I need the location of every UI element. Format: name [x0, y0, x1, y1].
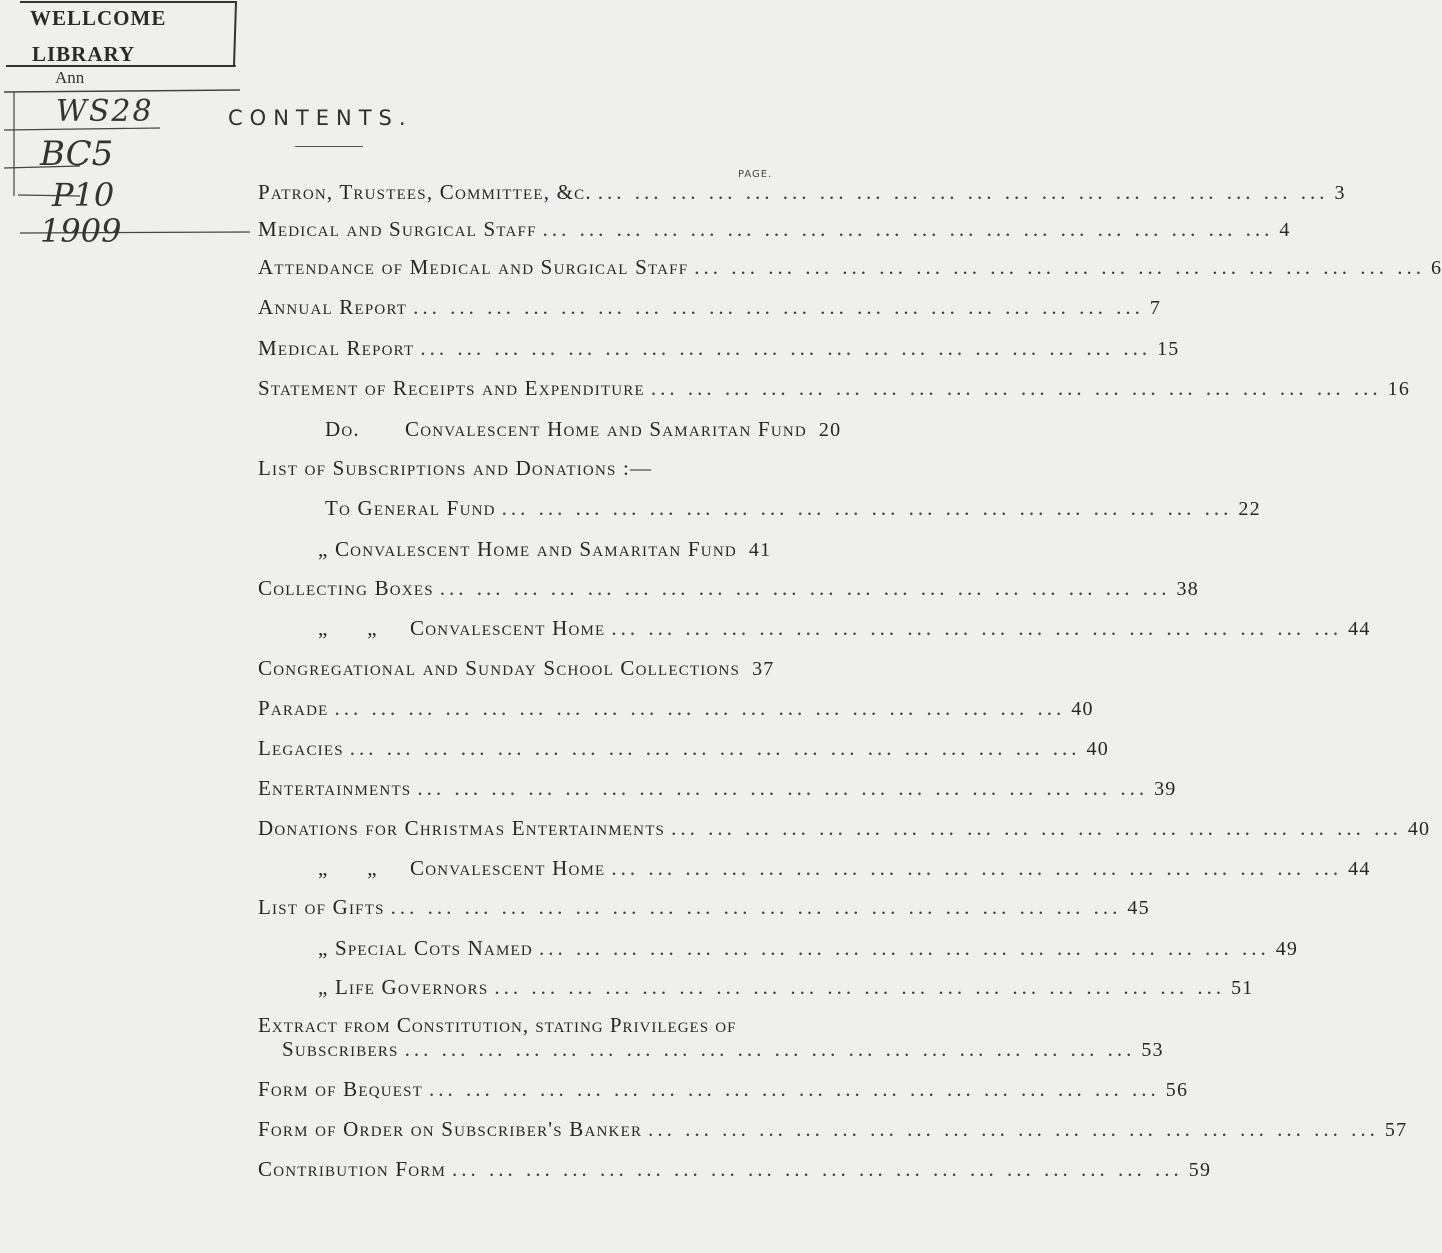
leader-dots [611, 856, 1342, 881]
toc-entry [318, 936, 1299, 961]
toc-entry-label: Do. Convalescent Home and Samaritan Fund [325, 417, 807, 441]
toc-entry-page: 40 [1086, 738, 1109, 760]
toc-entry [258, 776, 1177, 801]
toc-entry-page: 51 [1231, 977, 1254, 999]
toc-entry-page: 16 [1387, 378, 1411, 400]
toc-entry-label: Congregational and Sunday School Collections [258, 656, 741, 680]
toc-entry-page: 37 [752, 658, 775, 680]
leader-dots [417, 776, 1148, 801]
toc-entry-label: List of Subscriptions and Donations :— [258, 456, 653, 480]
toc-entry [258, 656, 775, 681]
toc-entry-page: 6 [1431, 257, 1442, 279]
toc-entry [318, 975, 1254, 1000]
handwritten-classmark-2: BC5 [40, 134, 114, 174]
title-underline [295, 146, 363, 147]
toc-entry-page: 59 [1188, 1159, 1212, 1181]
toc-entry-label: Medical and Surgical Staff [258, 217, 537, 241]
toc-entry [258, 895, 1150, 920]
leader-dots [391, 895, 1122, 920]
toc-entry [318, 616, 1371, 641]
toc-entry-label: Statement of Receipts and Expenditure [258, 376, 645, 400]
toc-entry-page: 44 [1348, 858, 1371, 880]
toc-entry-page: 40 [1407, 818, 1431, 840]
leader-dots [350, 736, 1081, 761]
toc-entry-page: 53 [1141, 1039, 1164, 1061]
leader-dots [671, 816, 1402, 841]
handwritten-classmark-3: P10 [52, 176, 115, 214]
leader-dots [502, 496, 1233, 521]
toc-entry-page: 39 [1154, 778, 1177, 800]
toc-entry-label: Annual Report [258, 295, 408, 319]
toc-entry [258, 217, 1291, 242]
toc-entry-label: List of Gifts [258, 895, 385, 919]
toc-entry-multiline [258, 1013, 738, 1038]
toc-entry [318, 537, 772, 562]
toc-entry-label: „ Special Cots Named [318, 936, 533, 960]
toc-entry [258, 576, 1199, 601]
toc-section-heading [258, 456, 738, 481]
toc-entry-label: „ „ Convalescent Home [318, 616, 606, 640]
toc-entry-label: Medical Report [258, 336, 415, 360]
leader-dots [543, 217, 1274, 242]
toc-entry-label: Collecting Boxes [258, 576, 434, 600]
toc-entry [258, 255, 1442, 280]
toc-entry-label: „ Convalescent Home and Samaritan Fund [318, 537, 737, 561]
toc-entry [258, 376, 1411, 401]
toc-entry [258, 816, 1431, 841]
leader-dots [651, 376, 1382, 401]
toc-entry-page: 38 [1176, 578, 1199, 600]
toc-entry [258, 736, 1109, 761]
toc-entry [258, 1077, 1189, 1102]
toc-entry-page: 44 [1348, 618, 1371, 640]
toc-entry [318, 856, 1371, 881]
page-title: CONTENTS. [228, 106, 413, 130]
toc-entry-label-continued: Subscribers [282, 1037, 399, 1061]
toc-entry-label: Donations for Christmas Entertainments [258, 816, 666, 840]
toc-entry [258, 1117, 1408, 1142]
stamp-subtitle: LIBRARY [32, 42, 136, 66]
toc-entry [325, 496, 1261, 521]
toc-entry-label: Attendance of Medical and Surgical Staff [258, 255, 689, 279]
toc-entry [258, 696, 1094, 721]
toc-entry-label: Extract from Constitution, stating Privileges of [258, 1013, 737, 1037]
leader-dots [539, 936, 1270, 961]
toc-entry-page: 7 [1149, 297, 1162, 319]
leader-dots [648, 1117, 1379, 1142]
toc-entry-label: Form of Order on Subscriber's Banker [258, 1117, 643, 1141]
leader-dots [440, 576, 1171, 601]
leader-dots [429, 1077, 1160, 1102]
toc-entry [325, 417, 842, 442]
stamp-title: WELLCOME [30, 6, 167, 30]
leader-dots [494, 975, 1225, 1000]
page-column-heading: PAGE. [738, 169, 773, 180]
leader-dots [405, 1037, 1136, 1062]
toc-entry-label: Parade [258, 696, 329, 720]
toc-entry-label: Contribution Form [258, 1157, 446, 1181]
toc-entry-page: 57 [1384, 1119, 1408, 1141]
toc-entry-page: 3 [1334, 182, 1346, 204]
leader-dots [335, 696, 1066, 721]
toc-entry-label: „ Life Governors [318, 975, 489, 999]
leader-dots [611, 616, 1342, 641]
toc-entry-page: 40 [1071, 698, 1094, 720]
toc-entry-line-2 [282, 1037, 1164, 1062]
toc-entry-label: Entertainments [258, 776, 412, 800]
toc-entry-page: 22 [1238, 498, 1261, 520]
leader-dots [413, 295, 1144, 320]
leader-dots [694, 255, 1425, 280]
toc-entry-page: 41 [748, 539, 772, 561]
toc-entry-page: 49 [1275, 938, 1299, 960]
toc-entry-page: 56 [1165, 1079, 1189, 1101]
handwritten-classmark-1: WS28 [56, 94, 154, 129]
leader-dots [452, 1157, 1183, 1182]
toc-entry-line-1 [258, 1013, 738, 1038]
toc-entry-label: Form of Bequest [258, 1077, 424, 1101]
toc-entry-page: 4 [1279, 219, 1291, 241]
toc-entry-label: Patron, Trustees, Committee, &c. [258, 180, 592, 204]
leader-dots [598, 180, 1329, 205]
toc-entry-page: 45 [1127, 897, 1150, 919]
toc-entry-page: 15 [1157, 338, 1180, 360]
library-stamp [0, 0, 240, 250]
toc-entry [258, 295, 1162, 320]
toc-entry [258, 180, 1346, 205]
handwritten-classmark-4: 1909 [40, 212, 122, 250]
stamp-shelf-mark: Ann [55, 68, 85, 87]
toc-entry [258, 1157, 1212, 1182]
toc-entry [258, 336, 1180, 361]
toc-entry-label: „ „ Convalescent Home [318, 856, 606, 880]
leader-dots [420, 336, 1151, 361]
toc-entry-label: To General Fund [325, 496, 496, 520]
toc-entry-label: Legacies [258, 736, 344, 760]
toc-entry-page: 20 [818, 419, 842, 441]
